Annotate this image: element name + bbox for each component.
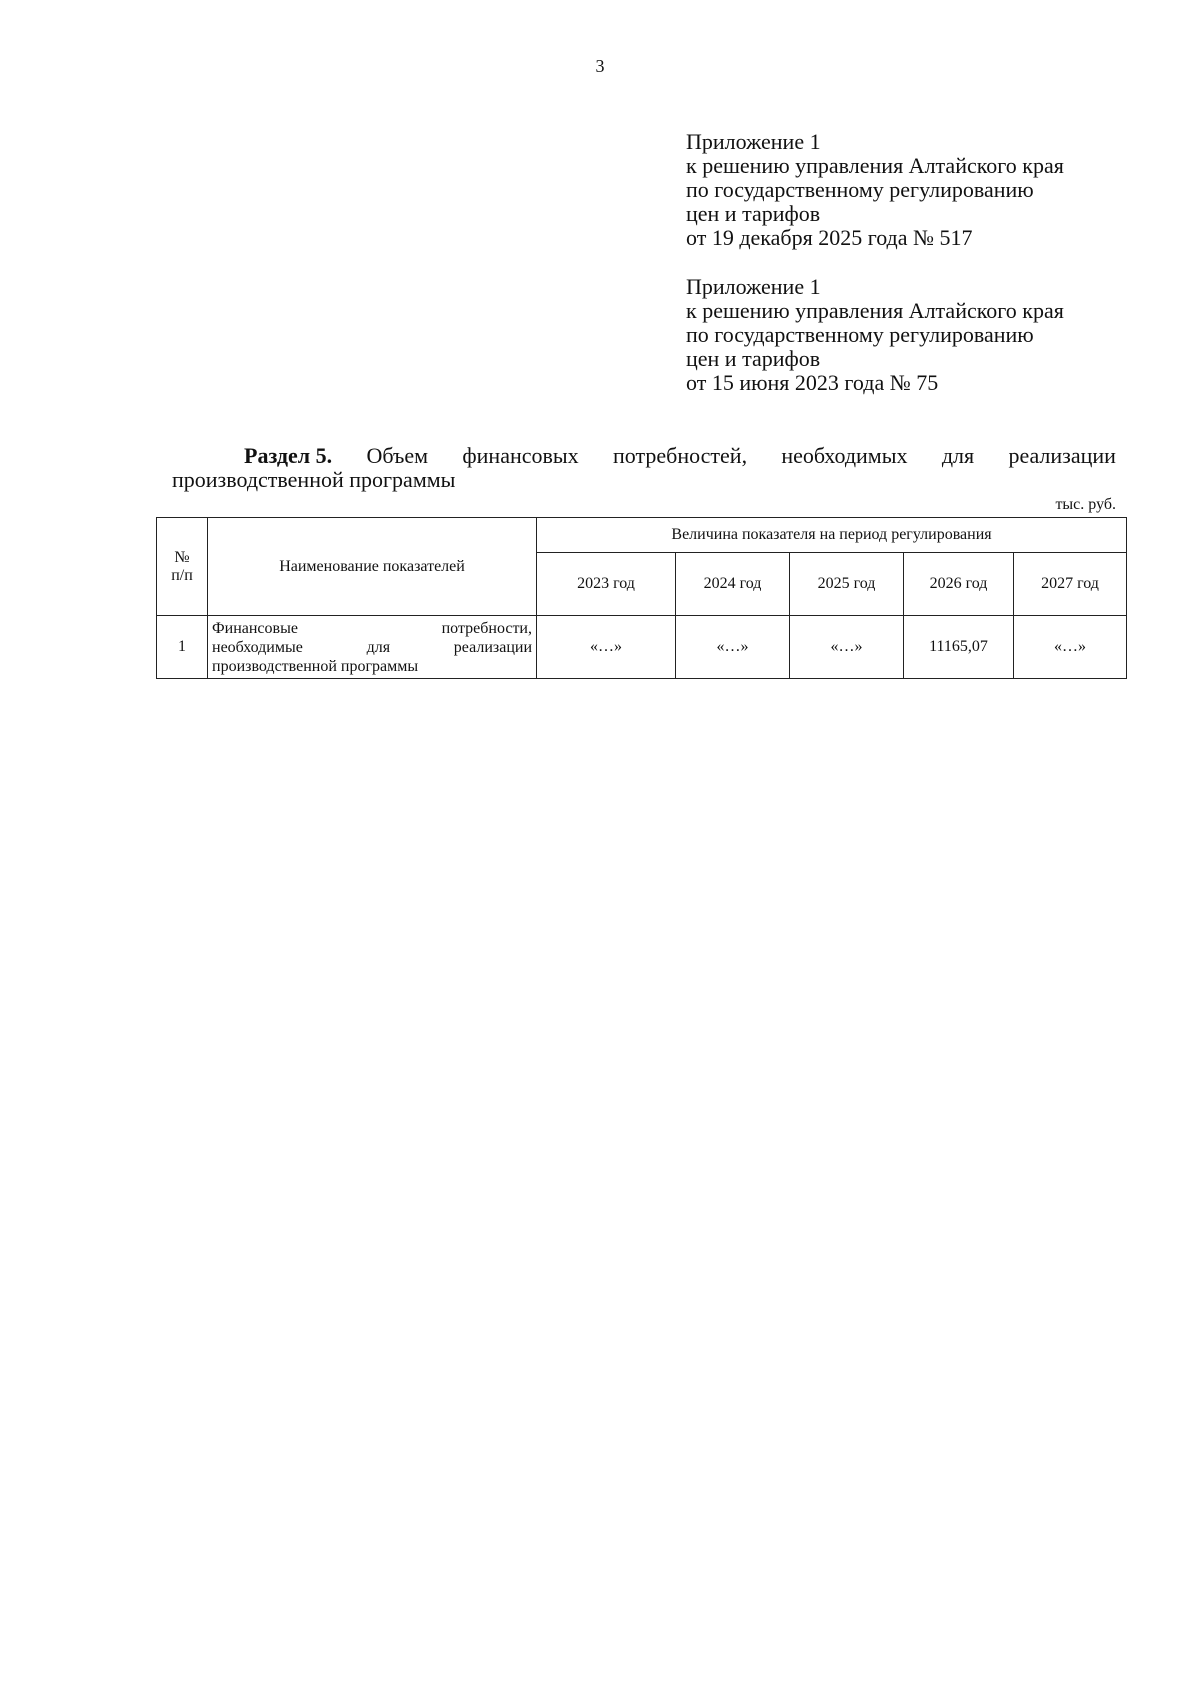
appendix-line: цен и тарифов: [686, 346, 821, 371]
value-2027: «…»: [1014, 616, 1127, 679]
section-heading-line2: производственной программы: [172, 467, 456, 492]
appendix-line: Приложение 1: [686, 129, 821, 154]
indicators-table: [156, 517, 1127, 679]
section-word: необходимых: [781, 443, 908, 468]
section-word: Объем: [366, 443, 429, 468]
appendix-line: по государственному регулированию: [686, 177, 1034, 202]
table-row: [157, 616, 1127, 679]
page-number: 3: [595, 56, 605, 76]
header-year-2027: 2027 год: [1014, 553, 1127, 616]
section-heading-line1: [172, 444, 1116, 468]
header-number-symbol: №: [174, 548, 190, 566]
header-indicator-name: Наименование показателей: [208, 518, 537, 616]
value-2026: 11165,07: [904, 616, 1014, 679]
header-year-2025: 2025 год: [790, 553, 904, 616]
value-2023: «…»: [537, 616, 676, 679]
header-year-2024: 2024 год: [676, 553, 790, 616]
row-number: 1: [157, 616, 208, 679]
appendix-line: к решению управления Алтайского края: [686, 153, 1064, 178]
appendix-block-original: [686, 275, 1064, 395]
appendix-line: цен и тарифов: [686, 201, 821, 226]
row-name-line: необходимые для реализации: [212, 638, 532, 656]
header-period-group: Величина показателя на период регулирования: [537, 518, 1127, 553]
row-indicator-name: [208, 616, 537, 679]
section-heading: [172, 444, 1116, 492]
value-2025: «…»: [790, 616, 904, 679]
appendix-line: Приложение 1: [686, 274, 821, 299]
row-name-line: Финансовые потребности,: [212, 619, 532, 637]
appendix-line: от 19 декабря 2025 года № 517: [686, 225, 973, 250]
header-year-2023: 2023 год: [537, 553, 676, 616]
section-word: для: [941, 443, 975, 468]
row-name-line: производственной программы: [212, 657, 419, 675]
appendix-block-current: [686, 130, 1064, 250]
appendix-line: по государственному регулированию: [686, 322, 1034, 347]
appendix-line: от 15 июня 2023 года № 75: [686, 370, 939, 395]
section-word: потребностей,: [613, 443, 748, 468]
header-number: [157, 518, 208, 616]
table-header-row: [157, 518, 1127, 553]
section-word: финансовых: [462, 443, 579, 468]
section-word: реализации: [1008, 443, 1116, 468]
section-label: Раздел 5.: [244, 443, 333, 468]
value-2024: «…»: [676, 616, 790, 679]
header-year-2026: 2026 год: [904, 553, 1014, 616]
unit-label: тыс. руб.: [1055, 496, 1116, 513]
header-number-abbr: п/п: [171, 566, 193, 584]
appendix-line: к решению управления Алтайского края: [686, 298, 1064, 323]
